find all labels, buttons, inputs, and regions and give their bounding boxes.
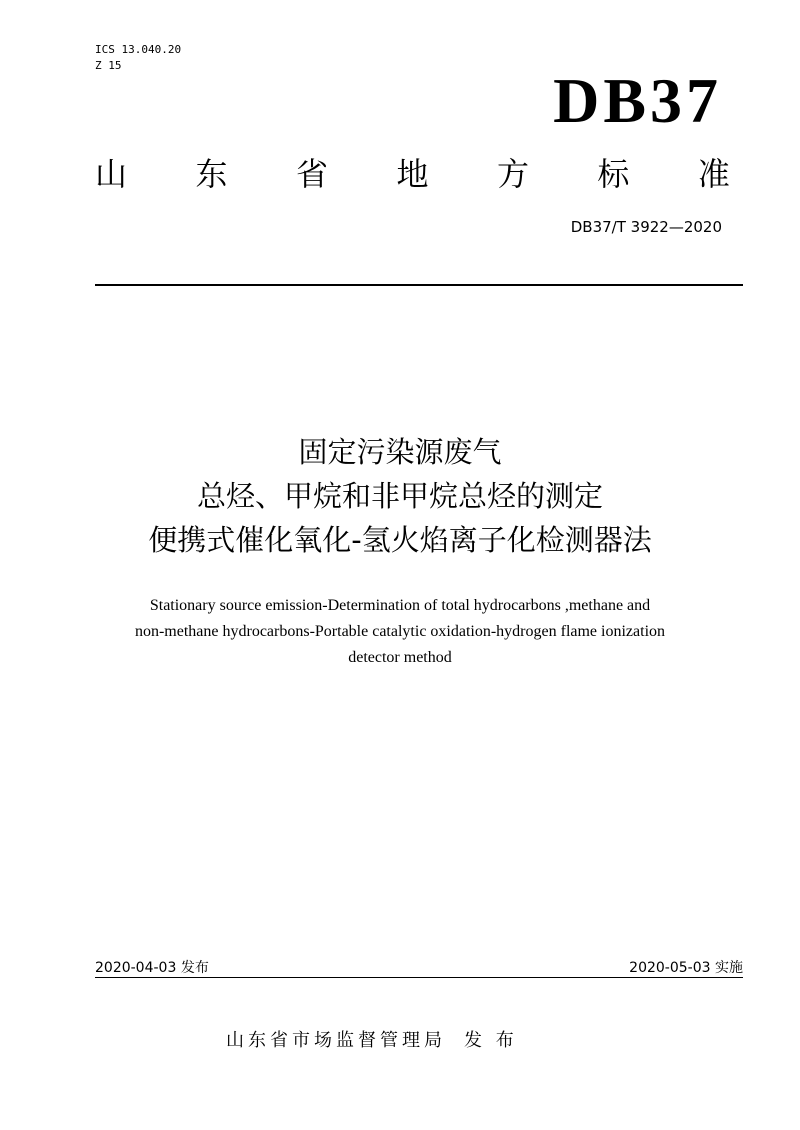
province-standard-heading xyxy=(95,152,730,196)
chinese-title-line: 便携式催化氧化-氢火焰离子化检测器法 xyxy=(148,523,652,557)
chinese-title xyxy=(0,430,800,562)
issue-date xyxy=(95,958,209,978)
ics-code: ICS 13.040.20 xyxy=(95,43,182,56)
issue-date-label: 发布 xyxy=(180,960,209,976)
english-title-line: non-methane hydrocarbons-Portable catalytic oxidation-hydrogen flame ionization xyxy=(134,623,666,640)
province-char: 方 xyxy=(496,155,529,193)
province-char: 准 xyxy=(697,155,730,193)
implementation-date xyxy=(629,958,743,978)
date-divider xyxy=(95,977,743,978)
province-char: 标 xyxy=(597,155,630,193)
chinese-title-line: 固定污染源废气 xyxy=(298,435,502,469)
province-char: 地 xyxy=(396,155,429,193)
implementation-date-label: 实施 xyxy=(715,960,743,976)
province-char: 省 xyxy=(295,155,328,193)
ccs-code: Z 15 xyxy=(95,59,122,72)
english-title-line: Stationary source emission-Determination of total hydrocarbons ,methane and xyxy=(149,597,651,614)
chinese-title-line: 总烃、甲烷和非甲烷总烃的测定 xyxy=(196,479,603,513)
standard-number: DB37/T 3922—2020 xyxy=(570,218,722,236)
issuing-authority xyxy=(226,1028,518,1054)
authority-issue-label: 发 布 xyxy=(464,1030,518,1051)
header-divider xyxy=(95,284,743,286)
standard-code: DB37 xyxy=(553,65,722,136)
classification-codes xyxy=(95,42,181,74)
issue-date-value: 2020-04-03 xyxy=(95,960,177,976)
english-title-line: detector method xyxy=(348,649,452,666)
implementation-date-value: 2020-05-03 xyxy=(629,960,711,976)
english-title xyxy=(60,593,740,671)
province-char: 山 xyxy=(95,155,128,193)
authority-name: 山东省市场监督管理局 xyxy=(226,1030,446,1051)
province-char: 东 xyxy=(195,155,228,193)
